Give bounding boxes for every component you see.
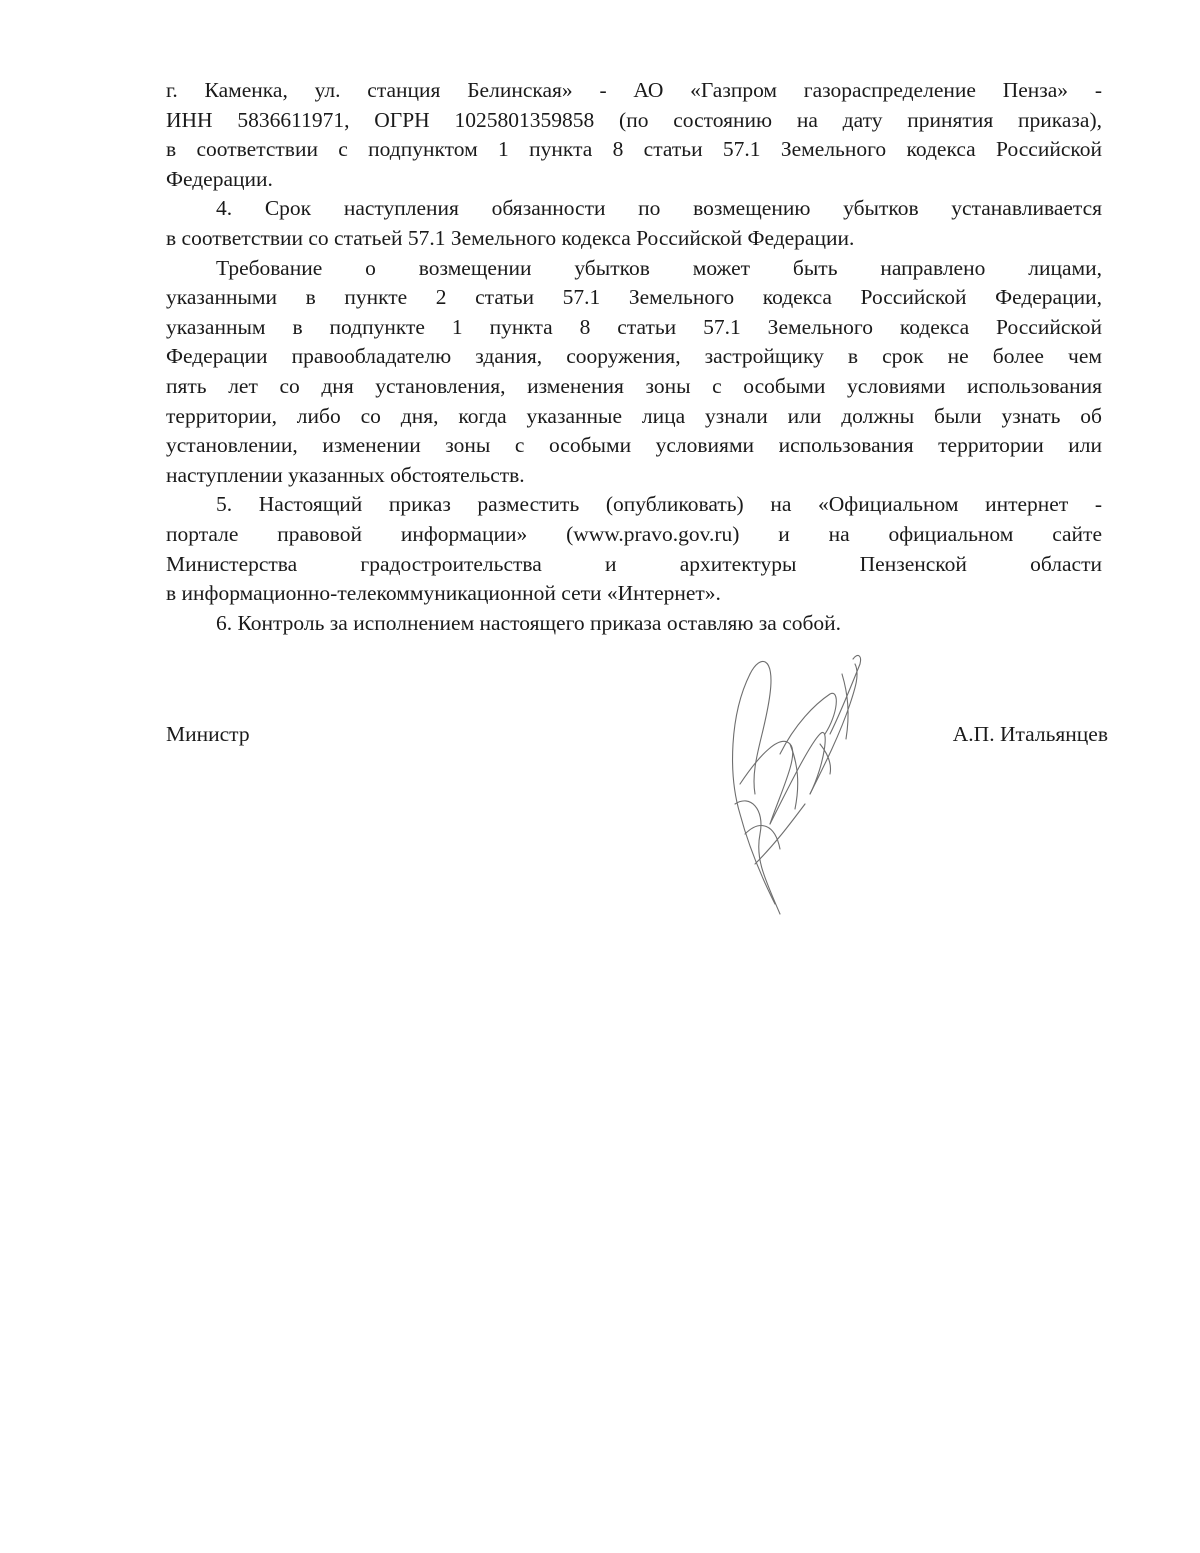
paragraph-p5 (166, 490, 1102, 608)
text-line: г. Каменка, ул. станция Белинская» - АО «Газпром газораспределение Пенза» - (166, 78, 1102, 102)
text-line: наступлении указанных обстоятельств. (166, 462, 525, 487)
text-line: 5. Настоящий приказ разместить (опубликовать) на «Официальном интернет - (216, 492, 1102, 517)
paragraph-p3-cont (166, 76, 1102, 194)
text-line: установлении, изменении зоны с особыми условиями использования территории или (166, 433, 1102, 458)
text-line: указанными в пункте 2 статьи 57.1 Земельного кодекса Российской Федерации, (166, 285, 1102, 310)
paragraph-p4b (166, 254, 1102, 491)
paragraph-p6 (166, 609, 1102, 639)
paragraph-p4 (166, 194, 1102, 253)
signer-name: А.П. Итальянцев (952, 722, 1108, 746)
text-line: Министерства градостроительства и архитектуры Пензенской области (166, 551, 1102, 576)
text-line: в соответствии со статьей 57.1 Земельного кодекса Российской Федерации. (166, 225, 855, 250)
text-line: территории, либо со дня, когда указанные лица узнали или должны были узнать об (166, 403, 1102, 428)
text-line: указанным в подпункте 1 пункта 8 статьи 57.1 Земельного кодекса Российской (166, 314, 1102, 339)
signer-position: Министр (166, 722, 250, 746)
text-line: портале правовой информации» (www.pravo.gov.ru) и на официальном сайте (166, 521, 1102, 546)
text-line: в информационно-телекоммуникационной сети «Интернет». (166, 581, 721, 606)
text-line: ИНН 5836611971, ОГРН 1025801359858 (по состоянию на дату принятия приказа), (166, 107, 1102, 132)
signature-row (166, 722, 1108, 754)
text-line: Требование о возмещении убытков может быть направлено лицами, (216, 255, 1102, 280)
handwritten-signature (720, 634, 880, 924)
text-line: в соответствии с подпунктом 1 пункта 8 статьи 57.1 Земельного кодекса Российской (166, 137, 1102, 162)
text-line: 6. Контроль за исполнением настоящего приказа оставляю за собой. (216, 610, 842, 635)
text-line: пять лет со дня установления, изменения зоны с особыми условиями использования (166, 373, 1102, 398)
text-line: Федерации правообладателю здания, сооружения, застройщику в срок не более чем (166, 344, 1102, 369)
document-body (166, 76, 1102, 638)
text-line: 4. Срок наступления обязанности по возмещению убытков устанавливается (216, 196, 1102, 221)
text-line: Федерации. (166, 166, 273, 191)
